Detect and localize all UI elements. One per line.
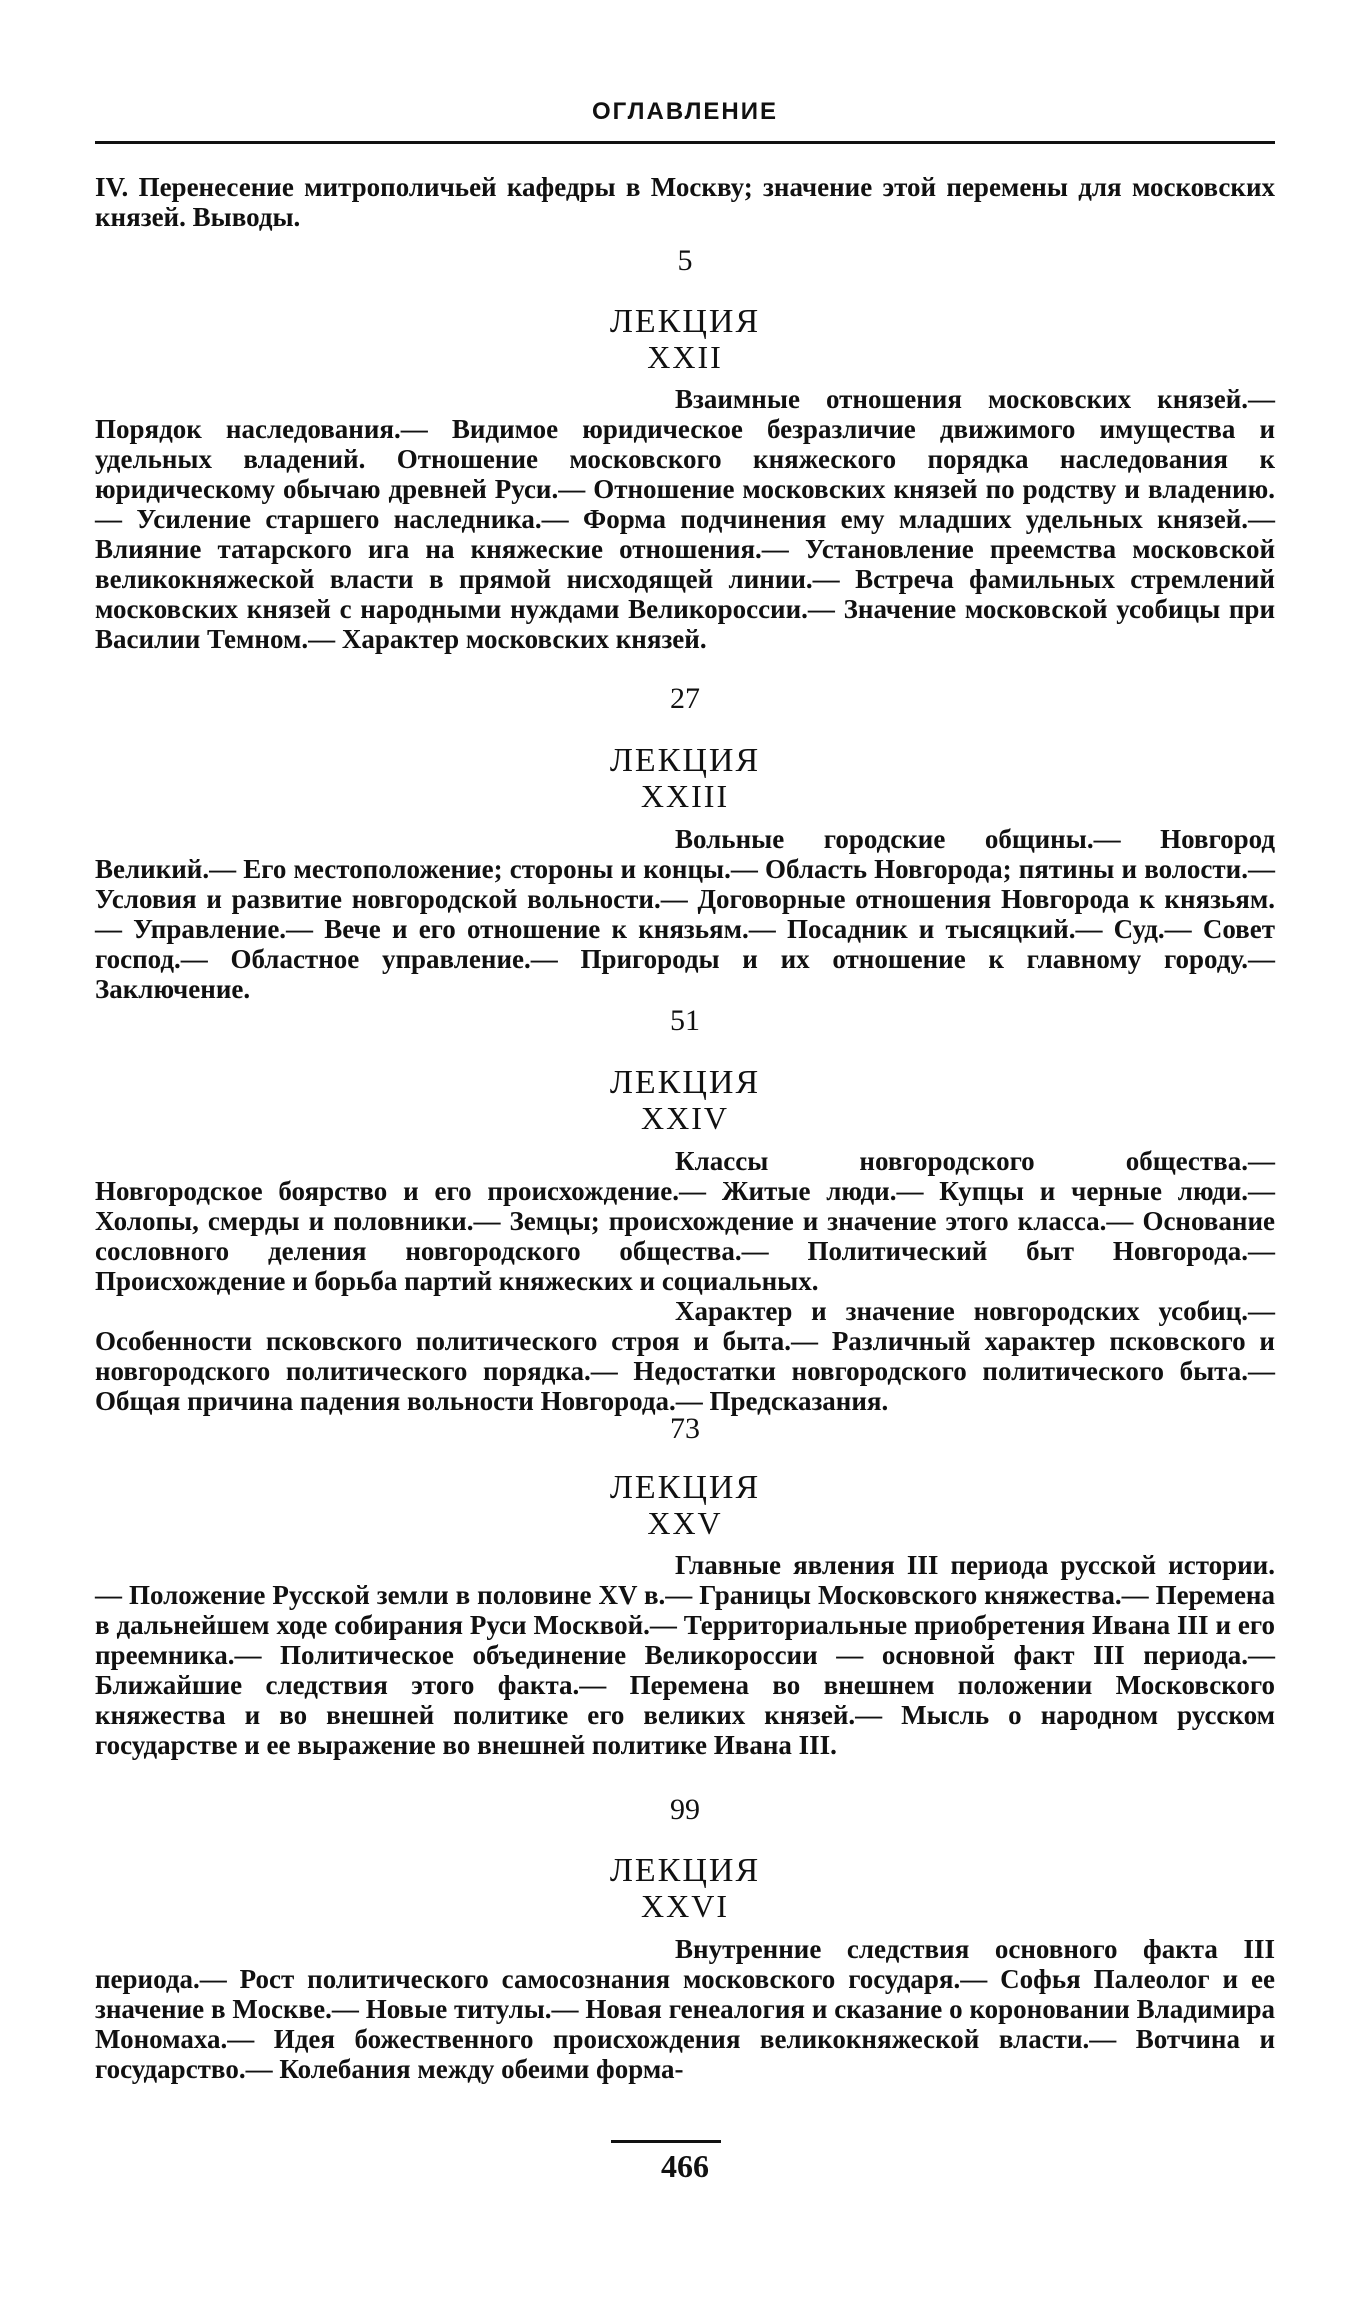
lecture-26-text: Внутренние следствия основного факта III периода.— Рост политического самосознания московского государя.— Софья Палеолог и ее значение в Москве.— Новые титулы.— Новая генеалогия и сказание о короновании Владимира Мономаха.— Идея божественного происхождения великокняжеской власти.— Вотчина и государство.— Колебания между обеими форма-	[95, 1934, 1275, 2084]
lecture-25-number: XXV	[647, 1505, 723, 1541]
intro-page-number: 5	[677, 244, 693, 277]
running-header: ОГЛАВЛЕНИЕ	[591, 98, 779, 125]
lecture-22-page-number: 27	[670, 682, 700, 715]
footer-rule	[611, 2140, 721, 2143]
lecture-23-text: Вольные городские общины.— Новгород Великий.— Его местоположение; стороны и концы.— Область Новгорода; пятины и волости.— Условия и развитие новгородской вольности.— Договорные отношения Новгорода к князьям.— Управление.— Вече и его отношение к князьям.— Посадник и тысяцкий.— Суд.— Совет господ.— Областное управление.— Пригороды и их отношение к главному городу.— Заключение.	[95, 824, 1275, 1004]
lecture-25-title: ЛЕКЦИЯ	[609, 1469, 761, 1506]
lecture-25-text: Главные явления III периода русской истории.— Положение Русской земли в половине XV в.— Границы Московского княжества.— Перемена в дальнейшем ходе собирания Руси Москвой.— Территориальные приобретения Ивана III и его преемника.— Политическое объединение Великороссии — основной факт III периода.— Ближайшие следствия этого факта.— Перемена во внешнем положении Московского княжества и во внешней политике его великих князей.— Мысль о народном русском государстве и ее выражение во внешней политике Ивана III.	[95, 1550, 1275, 1760]
footer-page-number: 466	[661, 2148, 709, 2184]
lecture-24-page-number: 73	[670, 1412, 700, 1445]
lecture-23-number: XXIII	[640, 778, 730, 814]
lecture-22-number: XXII	[647, 339, 723, 375]
lecture-24-text-continued: Характер и значение новгородских усобиц.— Особенности псковского политического строя и быта.— Различный характер псковского и новгородского политического порядка.— Недостатки новгородского политического быта.— Общая причина падения вольности Новгорода.— Предсказания.	[95, 1296, 1275, 1416]
lecture-23-page-number: 51	[670, 1004, 700, 1037]
lecture-26-title: ЛЕКЦИЯ	[609, 1852, 761, 1889]
lecture-22-title: ЛЕКЦИЯ	[609, 303, 761, 340]
lecture-24-title: ЛЕКЦИЯ	[609, 1064, 761, 1101]
header-rule	[95, 141, 1275, 144]
lecture-22-text: Взаимные отношения московских князей.— Порядок наследования.— Видимое юридическое безразличие движимого имущества и удельных владений. Отношение московского княжеского порядка наследования к юридическому обычаю древней Руси.— Отношение московских князей по родству и владению.— Усиление старшего наследника.— Форма подчинения ему младших удельных князей.— Влияние татарского ига на княжеские отношения.— Установление преемства московской великокняжеской власти в прямой нисходящей линии.— Встреча фамильных стремлений московских князей с народными нуждами Великороссии.— Значение московской усобицы при Василии Темном.— Характер московских князей.	[95, 384, 1275, 654]
lecture-24-text: Классы новгородского общества.— Новгородское боярство и его происхождение.— Житые люди.— Купцы и черные люди.— Холопы, смерды и половники.— Земцы; происхождение и значение этого класса.— Основание сословного деления новгородского общества.— Политический быт Новгорода.— Происхождение и борьба партий княжеских и социальных.	[95, 1146, 1275, 1296]
lecture-26-number: XXVI	[641, 1888, 729, 1924]
intro-text: IV. Перенесение митрополичьей кафедры в Москву; значение этой перемены для московских князей. Выводы.	[95, 172, 1275, 232]
lecture-24-number: XXIV	[641, 1100, 729, 1136]
lecture-25-page-number: 99	[670, 1793, 700, 1826]
lecture-23-title: ЛЕКЦИЯ	[609, 742, 761, 779]
